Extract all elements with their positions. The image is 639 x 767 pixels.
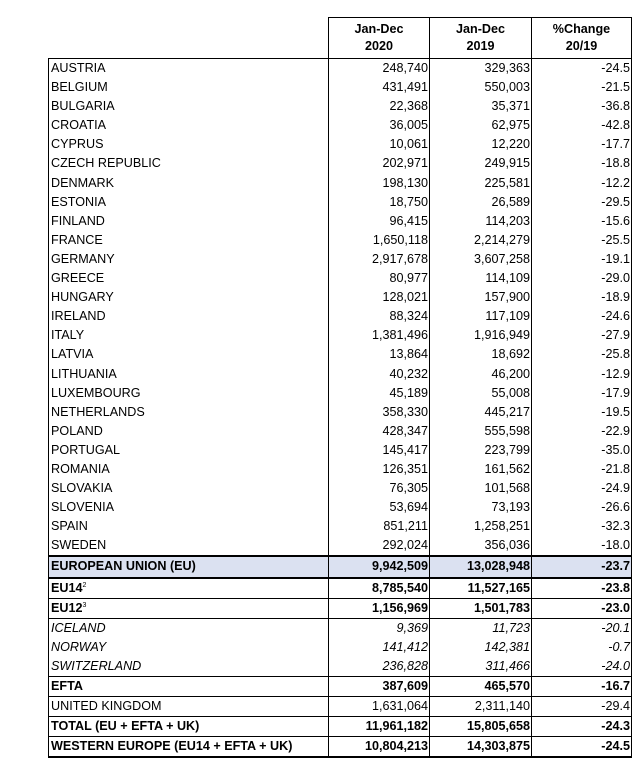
country-name: LATVIA — [51, 347, 94, 362]
country-cell — [49, 135, 329, 154]
country-name: NETHERLANDS — [51, 404, 145, 419]
pct-change-cell: -19.1 — [532, 250, 632, 269]
table-row — [49, 365, 632, 384]
country-cell — [49, 556, 329, 577]
table-row — [49, 618, 632, 638]
value-2020-cell: 248,740 — [329, 59, 430, 79]
pct-change-cell: -42.8 — [532, 116, 632, 135]
table-row — [49, 307, 632, 326]
value-2020-cell: 9,369 — [329, 618, 430, 638]
country-name: DENMARK — [51, 175, 114, 190]
table-row — [49, 479, 632, 498]
header-jan-dec-2020 — [329, 18, 430, 59]
value-2019-cell: 55,008 — [430, 384, 532, 403]
pct-change-cell: -24.6 — [532, 307, 632, 326]
country-cell — [49, 78, 329, 97]
value-2020-cell: 10,804,213 — [329, 737, 430, 758]
value-2019-cell: 15,805,658 — [430, 717, 532, 737]
country-cell — [49, 326, 329, 345]
value-2020-cell: 10,061 — [329, 135, 430, 154]
value-2020-cell: 1,156,969 — [329, 598, 430, 618]
table-row — [49, 97, 632, 116]
value-2019-cell: 114,109 — [430, 269, 532, 288]
value-2020-cell: 236,828 — [329, 657, 430, 677]
pct-change-cell: -26.6 — [532, 498, 632, 517]
value-2019-cell: 3,607,258 — [430, 250, 532, 269]
value-2020-cell: 198,130 — [329, 174, 430, 193]
country-cell — [49, 154, 329, 173]
country-name: CROATIA — [51, 118, 107, 133]
country-cell — [49, 536, 329, 556]
country-cell — [49, 59, 329, 79]
value-2019-cell: 13,028,948 — [430, 556, 532, 577]
pct-change-cell: -23.8 — [532, 578, 632, 599]
table-row — [49, 677, 632, 697]
pct-change-cell: -12.9 — [532, 365, 632, 384]
country-name: SLOVENIA — [51, 500, 114, 515]
country-cell — [49, 441, 329, 460]
value-2020-cell: 126,351 — [329, 460, 430, 479]
table-row — [49, 116, 632, 135]
value-2019-cell: 35,371 — [430, 97, 532, 116]
country-name: SPAIN — [51, 519, 88, 534]
table-row — [49, 384, 632, 403]
value-2019-cell: 225,581 — [430, 174, 532, 193]
pct-change-cell: -22.9 — [532, 422, 632, 441]
value-2019-cell: 1,501,783 — [430, 598, 532, 618]
pct-change-cell: -32.3 — [532, 517, 632, 536]
country-name: ESTONIA — [51, 194, 107, 209]
country-cell — [49, 250, 329, 269]
value-2019-cell: 18,692 — [430, 345, 532, 364]
header-jan-dec-2019 — [430, 18, 532, 59]
table-row — [49, 737, 632, 758]
header-blank-cell — [49, 18, 329, 59]
country-name: CZECH REPUBLIC — [51, 156, 161, 171]
pct-change-cell: -24.9 — [532, 479, 632, 498]
table-row — [49, 212, 632, 231]
pct-change-cell: -23.7 — [532, 556, 632, 577]
country-cell — [49, 479, 329, 498]
pct-change-cell: -15.6 — [532, 212, 632, 231]
pct-change-cell: -19.5 — [532, 403, 632, 422]
value-2020-cell: 1,381,496 — [329, 326, 430, 345]
pct-change-cell: -17.7 — [532, 135, 632, 154]
country-cell — [49, 717, 329, 737]
country-name: ITALY — [51, 328, 85, 343]
value-2019-cell: 142,381 — [430, 638, 532, 657]
table-row — [49, 717, 632, 737]
country-name: EU12 — [51, 600, 83, 615]
pct-change-cell: -25.8 — [532, 345, 632, 364]
footnote-marker: 3 — [82, 601, 87, 609]
registrations-table-container — [48, 17, 632, 758]
value-2020-cell: 11,961,182 — [329, 717, 430, 737]
country-cell — [49, 517, 329, 536]
country-name: EUROPEAN UNION (EU) — [51, 559, 196, 574]
value-2019-cell: 2,214,279 — [430, 231, 532, 250]
country-cell — [49, 578, 329, 599]
value-2020-cell: 2,917,678 — [329, 250, 430, 269]
table-row — [49, 288, 632, 307]
country-name: GERMANY — [51, 251, 115, 266]
country-cell — [49, 174, 329, 193]
country-cell — [49, 193, 329, 212]
pct-change-cell: -23.0 — [532, 598, 632, 618]
country-cell — [49, 307, 329, 326]
pct-change-cell: -18.0 — [532, 536, 632, 556]
value-2020-cell: 387,609 — [329, 677, 430, 697]
country-cell — [49, 737, 329, 758]
country-name: UNITED KINGDOM — [51, 699, 162, 714]
country-cell — [49, 422, 329, 441]
country-name: CYPRUS — [51, 137, 104, 152]
pct-change-cell: -25.5 — [532, 231, 632, 250]
table-row — [49, 345, 632, 364]
country-name: GREECE — [51, 271, 105, 286]
value-2020-cell: 45,189 — [329, 384, 430, 403]
value-2020-cell: 145,417 — [329, 441, 430, 460]
country-name: POLAND — [51, 423, 103, 438]
pct-change-cell: -35.0 — [532, 441, 632, 460]
country-name: EU14 — [51, 580, 83, 595]
header-2019-line1: Jan-Dec — [456, 22, 505, 36]
pct-change-cell: -24.5 — [532, 737, 632, 758]
value-2019-cell: 62,975 — [430, 116, 532, 135]
value-2019-cell: 26,589 — [430, 193, 532, 212]
table-row — [49, 598, 632, 618]
footnote-marker: 2 — [82, 581, 87, 589]
country-name: BELGIUM — [51, 80, 108, 95]
value-2019-cell: 101,568 — [430, 479, 532, 498]
table-row — [49, 154, 632, 173]
country-cell — [49, 403, 329, 422]
value-2020-cell: 40,232 — [329, 365, 430, 384]
pct-change-cell: -29.0 — [532, 269, 632, 288]
country-name: SWITZERLAND — [51, 658, 142, 673]
value-2020-cell: 8,785,540 — [329, 578, 430, 599]
table-row — [49, 556, 632, 577]
pct-change-cell: -21.8 — [532, 460, 632, 479]
country-name: ROMANIA — [51, 461, 110, 476]
pct-change-cell: -16.7 — [532, 677, 632, 697]
table-row — [49, 536, 632, 556]
value-2019-cell: 117,109 — [430, 307, 532, 326]
pct-change-cell: -27.9 — [532, 326, 632, 345]
country-cell — [49, 697, 329, 717]
value-2019-cell: 157,900 — [430, 288, 532, 307]
pct-change-cell: -0.7 — [532, 638, 632, 657]
value-2019-cell: 356,036 — [430, 536, 532, 556]
country-cell — [49, 618, 329, 638]
pct-change-cell: -12.2 — [532, 174, 632, 193]
value-2019-cell: 311,466 — [430, 657, 532, 677]
table-row — [49, 638, 632, 657]
value-2020-cell: 128,021 — [329, 288, 430, 307]
country-name: PORTUGAL — [51, 442, 121, 457]
country-cell — [49, 212, 329, 231]
country-cell — [49, 677, 329, 697]
country-name: FRANCE — [51, 232, 103, 247]
header-change-line1: %Change — [552, 22, 611, 36]
value-2019-cell: 249,915 — [430, 154, 532, 173]
value-2020-cell: 88,324 — [329, 307, 430, 326]
header-pct-change — [532, 18, 632, 59]
value-2019-cell: 161,562 — [430, 460, 532, 479]
value-2019-cell: 12,220 — [430, 135, 532, 154]
table-row — [49, 326, 632, 345]
country-cell — [49, 116, 329, 135]
value-2019-cell: 2,311,140 — [430, 697, 532, 717]
country-name: SWEDEN — [51, 538, 107, 553]
table-row — [49, 269, 632, 288]
country-cell — [49, 384, 329, 403]
value-2020-cell: 141,412 — [329, 638, 430, 657]
country-cell — [49, 498, 329, 517]
pct-change-cell: -29.5 — [532, 193, 632, 212]
pct-change-cell: -24.3 — [532, 717, 632, 737]
table-row — [49, 498, 632, 517]
value-2019-cell: 555,598 — [430, 422, 532, 441]
value-2019-cell: 550,003 — [430, 78, 532, 97]
value-2020-cell: 76,305 — [329, 479, 430, 498]
pct-change-cell: -17.9 — [532, 384, 632, 403]
country-cell — [49, 638, 329, 657]
pct-change-cell: -20.1 — [532, 618, 632, 638]
country-cell — [49, 345, 329, 364]
table-body — [49, 59, 632, 758]
country-name: EFTA — [51, 679, 83, 693]
table-row — [49, 193, 632, 212]
table-row — [49, 441, 632, 460]
value-2019-cell: 114,203 — [430, 212, 532, 231]
header-2020-line1: Jan-Dec — [354, 22, 404, 36]
country-name: NORWAY — [51, 639, 107, 654]
value-2020-cell: 96,415 — [329, 212, 430, 231]
pct-change-cell: -24.5 — [532, 59, 632, 79]
pct-change-cell: -29.4 — [532, 697, 632, 717]
country-cell — [49, 288, 329, 307]
value-2019-cell: 223,799 — [430, 441, 532, 460]
country-cell — [49, 231, 329, 250]
country-name: WESTERN EUROPE (EU14 + EFTA + UK) — [51, 739, 293, 754]
value-2019-cell: 14,303,875 — [430, 737, 532, 758]
country-name: BULGARIA — [51, 99, 115, 114]
pct-change-cell: -18.8 — [532, 154, 632, 173]
table-row — [49, 59, 632, 79]
country-cell — [49, 365, 329, 384]
country-cell — [49, 598, 329, 618]
value-2019-cell: 46,200 — [430, 365, 532, 384]
country-name: AUSTRIA — [51, 61, 106, 75]
country-name: FINLAND — [51, 213, 105, 228]
value-2019-cell: 11,527,165 — [430, 578, 532, 599]
value-2019-cell: 1,916,949 — [430, 326, 532, 345]
pct-change-cell: -18.9 — [532, 288, 632, 307]
value-2019-cell: 465,570 — [430, 677, 532, 697]
value-2020-cell: 53,694 — [329, 498, 430, 517]
value-2020-cell: 431,491 — [329, 78, 430, 97]
value-2020-cell: 13,864 — [329, 345, 430, 364]
country-name: ICELAND — [51, 620, 106, 635]
value-2019-cell: 73,193 — [430, 498, 532, 517]
pct-change-cell: -36.8 — [532, 97, 632, 116]
value-2020-cell: 292,024 — [329, 536, 430, 556]
country-cell — [49, 269, 329, 288]
value-2019-cell: 1,258,251 — [430, 517, 532, 536]
table-row — [49, 517, 632, 536]
country-name: LITHUANIA — [51, 366, 117, 381]
value-2020-cell: 80,977 — [329, 269, 430, 288]
table-row — [49, 135, 632, 154]
header-change-line2: 20/19 — [565, 39, 598, 53]
pct-change-cell: -24.0 — [532, 657, 632, 677]
value-2020-cell: 36,005 — [329, 116, 430, 135]
value-2020-cell: 202,971 — [329, 154, 430, 173]
header-2020-line2: 2020 — [364, 39, 394, 53]
value-2020-cell: 358,330 — [329, 403, 430, 422]
header-row — [49, 18, 632, 59]
value-2020-cell: 851,211 — [329, 517, 430, 536]
table-row — [49, 250, 632, 269]
country-name: SLOVAKIA — [51, 481, 113, 496]
pct-change-cell: -21.5 — [532, 78, 632, 97]
registrations-table — [48, 17, 632, 758]
value-2019-cell: 445,217 — [430, 403, 532, 422]
table-row — [49, 657, 632, 677]
table-row — [49, 174, 632, 193]
value-2020-cell: 1,631,064 — [329, 697, 430, 717]
value-2019-cell: 11,723 — [430, 618, 532, 638]
country-name: TOTAL (EU + EFTA + UK) — [51, 719, 200, 734]
table-row — [49, 231, 632, 250]
value-2020-cell: 9,942,509 — [329, 556, 430, 577]
value-2020-cell: 1,650,118 — [329, 231, 430, 250]
value-2020-cell: 428,347 — [329, 422, 430, 441]
country-cell — [49, 460, 329, 479]
value-2020-cell: 18,750 — [329, 193, 430, 212]
table-row — [49, 697, 632, 717]
country-name: LUXEMBOURG — [51, 385, 141, 400]
table-row — [49, 460, 632, 479]
country-name: IRELAND — [51, 309, 106, 324]
header-2019-line2: 2019 — [466, 39, 495, 53]
table-row — [49, 578, 632, 599]
country-cell — [49, 657, 329, 677]
table-row — [49, 422, 632, 441]
country-name: HUNGARY — [51, 290, 114, 305]
value-2020-cell: 22,368 — [329, 97, 430, 116]
table-row — [49, 78, 632, 97]
value-2019-cell: 329,363 — [430, 59, 532, 79]
country-cell — [49, 97, 329, 116]
table-row — [49, 403, 632, 422]
